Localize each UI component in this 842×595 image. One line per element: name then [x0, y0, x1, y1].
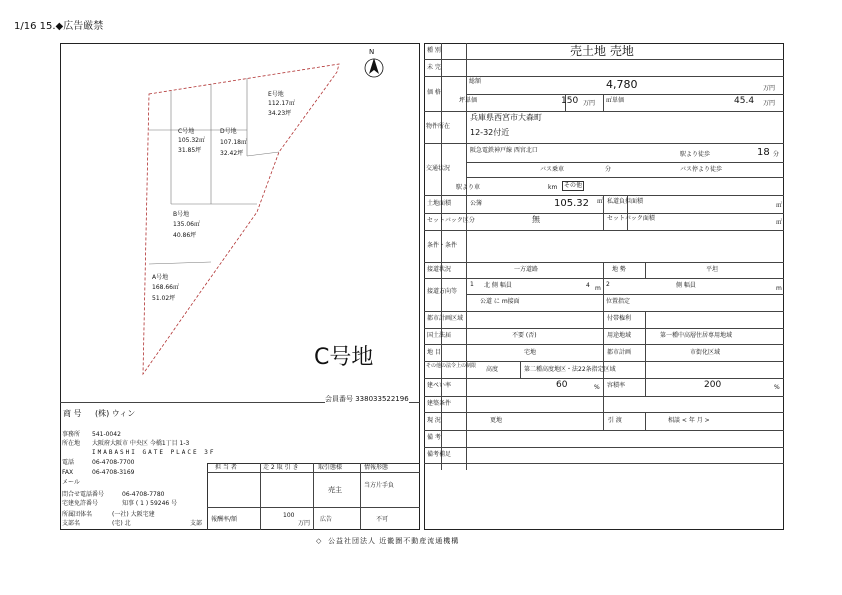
lot-c-area: 105.32㎡ [178, 137, 205, 144]
deal-type-value: 売主 [328, 486, 342, 494]
road1-unit: m [595, 285, 601, 292]
walk-value: 18 [757, 147, 770, 158]
tel-number: 06-4708-7700 [92, 459, 135, 466]
access-label: 交通状況 [426, 165, 451, 172]
station-car-label: 駅より車 [456, 184, 481, 191]
th-deal: 走 2 取 引 き [263, 464, 299, 471]
tsubo-unit: 万円 [583, 100, 596, 107]
lot-a-area: 168.66㎡ [152, 284, 179, 291]
bus-walk-label: バス停より徒歩 [680, 166, 723, 173]
north-arrow-icon [365, 58, 383, 77]
train-line: 阪急電鉄神戸線 西宮北口 [470, 147, 538, 154]
lot-e-tsubo: 34.23坪 [268, 110, 292, 117]
north-label: N [369, 48, 375, 56]
setback-area-label: セットバック面積 [607, 215, 655, 222]
association-logo-icon: ◇ [316, 537, 322, 545]
map-big-label: C号地 [314, 345, 374, 370]
use-district-value: 第一種中高層住居専用地域 [660, 332, 733, 339]
land-area-value: 105.32 [554, 198, 589, 209]
lot-d-name: D号地 [220, 128, 237, 135]
association-name: 公益社団法人 近畿圏不動産流通機構 [328, 537, 460, 545]
th-staff: 担 当 者 [215, 464, 237, 471]
lot-a-tsubo: 51.02坪 [152, 295, 176, 302]
postal-code: 541-0042 [92, 431, 121, 438]
chimoku-value: 宅地 [524, 349, 537, 356]
lot-a-name: A号地 [152, 274, 169, 281]
contact-label: 問合せ電話番号 [62, 491, 105, 498]
fax-number: 06-4708-3169 [92, 469, 135, 476]
use-district-label: 用途地域 [607, 332, 632, 339]
setback-value: 無 [532, 215, 540, 224]
status-label: 未 完 [427, 64, 441, 71]
road1-width: 4 [586, 282, 590, 289]
terrain-value: 平坦 [706, 266, 719, 273]
fee-unit: 万円 [298, 520, 311, 527]
land-area-unit: ㎡ [597, 198, 604, 205]
lot-e-name: E号地 [268, 91, 284, 98]
road-dir-label: 接道方向等 [427, 288, 458, 295]
tel-label: 電話 [62, 459, 75, 466]
location-value: 兵庫県西宮市大森町 [470, 113, 542, 122]
road-status-value: 一方道路 [514, 266, 539, 273]
other-label: その他 [564, 182, 583, 189]
setback-label: セットバック区分 [427, 217, 475, 224]
land-area-label: 土地面積 [427, 200, 452, 207]
remarks2-label: 備考補足 [427, 451, 452, 458]
terrain-label: 地 勢 [612, 266, 626, 273]
handover-label: 引 渡 [608, 417, 622, 424]
tsubo-value: 150 [561, 96, 579, 106]
position-label: 位置指定 [606, 298, 631, 305]
km-unit: km [548, 184, 558, 191]
address-label: 所在地 [62, 440, 81, 447]
walk-unit: 分 [773, 151, 780, 158]
handover-value: 相談 < 年 月 > [668, 417, 710, 424]
other-approval-label: 付帯権利 [607, 315, 632, 322]
remarks-label: 備 考 [427, 434, 441, 441]
sqm-unit: 万円 [763, 100, 776, 107]
road-public: 公道 に m接面 [480, 298, 520, 305]
fee-label: 報酬率/額 [211, 516, 238, 523]
bcr-value: 60 [556, 380, 568, 390]
current-label: 現 況 [427, 417, 441, 424]
road1-no: 1 [470, 281, 474, 288]
lot-c-tsubo: 31.85坪 [178, 147, 202, 154]
sqm-label: ㎡単価 [606, 97, 625, 104]
tsubo-label: 坪単価 [459, 97, 478, 104]
lot-b-name: B号地 [173, 211, 190, 218]
lot-b-tsubo: 40.86坪 [173, 232, 197, 239]
license-label: 宅建免許番号 [62, 500, 99, 507]
bcr-unit: % [594, 384, 600, 391]
address: 大阪府大阪市 中央区 今橋1丁目 1-3 [92, 440, 190, 447]
branch-suffix: 支部 [190, 520, 203, 527]
info-type-value: 当方片手負 [364, 482, 395, 489]
ad-value: 不可 [376, 516, 389, 523]
price-label: 価 格 [427, 89, 441, 96]
lot-c-name: C号地 [178, 128, 195, 135]
chimoku-label: 地 目 [427, 349, 441, 356]
far-unit: % [774, 384, 780, 391]
land-use-value: 不要 (否) [512, 332, 537, 339]
branch-name: (宅) 北 [112, 520, 131, 527]
lot-d-tsubo: 32.42坪 [220, 150, 244, 157]
ad-label: 広告 [320, 516, 333, 523]
far-value: 200 [704, 380, 722, 390]
member-number: 会員番号 338033522196 [325, 395, 409, 403]
setback-area-unit: ㎡ [776, 219, 783, 226]
assoc-name: (一社) 大阪宅建 [112, 511, 155, 518]
road2-unit: m [776, 285, 782, 292]
height-district: 第二種高度地区・法22条指定区域 [524, 366, 616, 373]
trade-name-label: 商 号 [63, 409, 82, 418]
land-use-label: 国土法届 [427, 332, 452, 339]
sqm-value: 45.4 [734, 96, 755, 106]
fax-label: FAX [62, 469, 74, 476]
bus-unit: 分 [605, 166, 612, 173]
page-info: 1/16 15.◆広告厳禁 [14, 21, 104, 32]
fee-value: 100 [283, 512, 295, 519]
type-label: 種 別 [427, 47, 441, 54]
far-label: 容積率 [607, 382, 626, 389]
other-restrict-label: その他の法令上の制限 [426, 363, 477, 369]
conditions-label: 条件・条件 [427, 242, 458, 249]
land-area-type: 公簿 [470, 200, 483, 207]
building: IMABASHI GATE PLACE 3F [92, 449, 216, 456]
bcr-label: 建ぺい率 [427, 382, 452, 389]
location-label: 物件所在 [426, 123, 451, 130]
assoc-label: 所属団体名 [62, 511, 93, 518]
zoning-area-label: 都市計画区域 [427, 315, 464, 322]
height-label: 高度 [486, 366, 499, 373]
walk-label: 駅より徒歩 [680, 151, 711, 158]
branch-label: 支部名 [62, 520, 81, 527]
mail-label: メール [62, 479, 80, 486]
city-plan-value: 市街化区域 [690, 349, 721, 356]
office-label: 事務所 [62, 431, 81, 438]
road2-no: 2 [606, 281, 610, 288]
road-status-label: 接道状況 [427, 266, 452, 273]
license-number: 知事 ( 1 ) 59246 号 [122, 500, 178, 507]
current-value: 更地 [490, 417, 503, 424]
price-value: 4,780 [606, 78, 638, 91]
contact-tel: 06-4708-7780 [122, 491, 165, 498]
building-cond-label: 建築条件 [427, 400, 452, 407]
city-plan-label: 都市計画 [607, 349, 632, 356]
lot-b-area: 135.06㎡ [173, 221, 200, 228]
location-sub: 12-32付近 [470, 128, 510, 137]
type-value: 売土地 売地 [570, 44, 634, 58]
road1: 北 側 幅員 [484, 282, 512, 289]
price-unit: 万円 [763, 85, 776, 92]
th-deal-type: 取引態様 [318, 464, 343, 471]
private-road-label: 私道負担面積 [607, 198, 644, 205]
lot-e-area: 112.17㎡ [268, 100, 295, 107]
trade-name: (株) ウィン [95, 409, 136, 418]
road2: 側 幅員 [676, 282, 696, 289]
price-sub: 総額 [469, 78, 482, 85]
th-info-type: 情報形態 [364, 464, 389, 471]
private-road-unit: ㎡ [776, 202, 783, 209]
lot-d-area: 107.18㎡ [220, 139, 247, 146]
bus-label: バス乗車 [540, 166, 565, 173]
